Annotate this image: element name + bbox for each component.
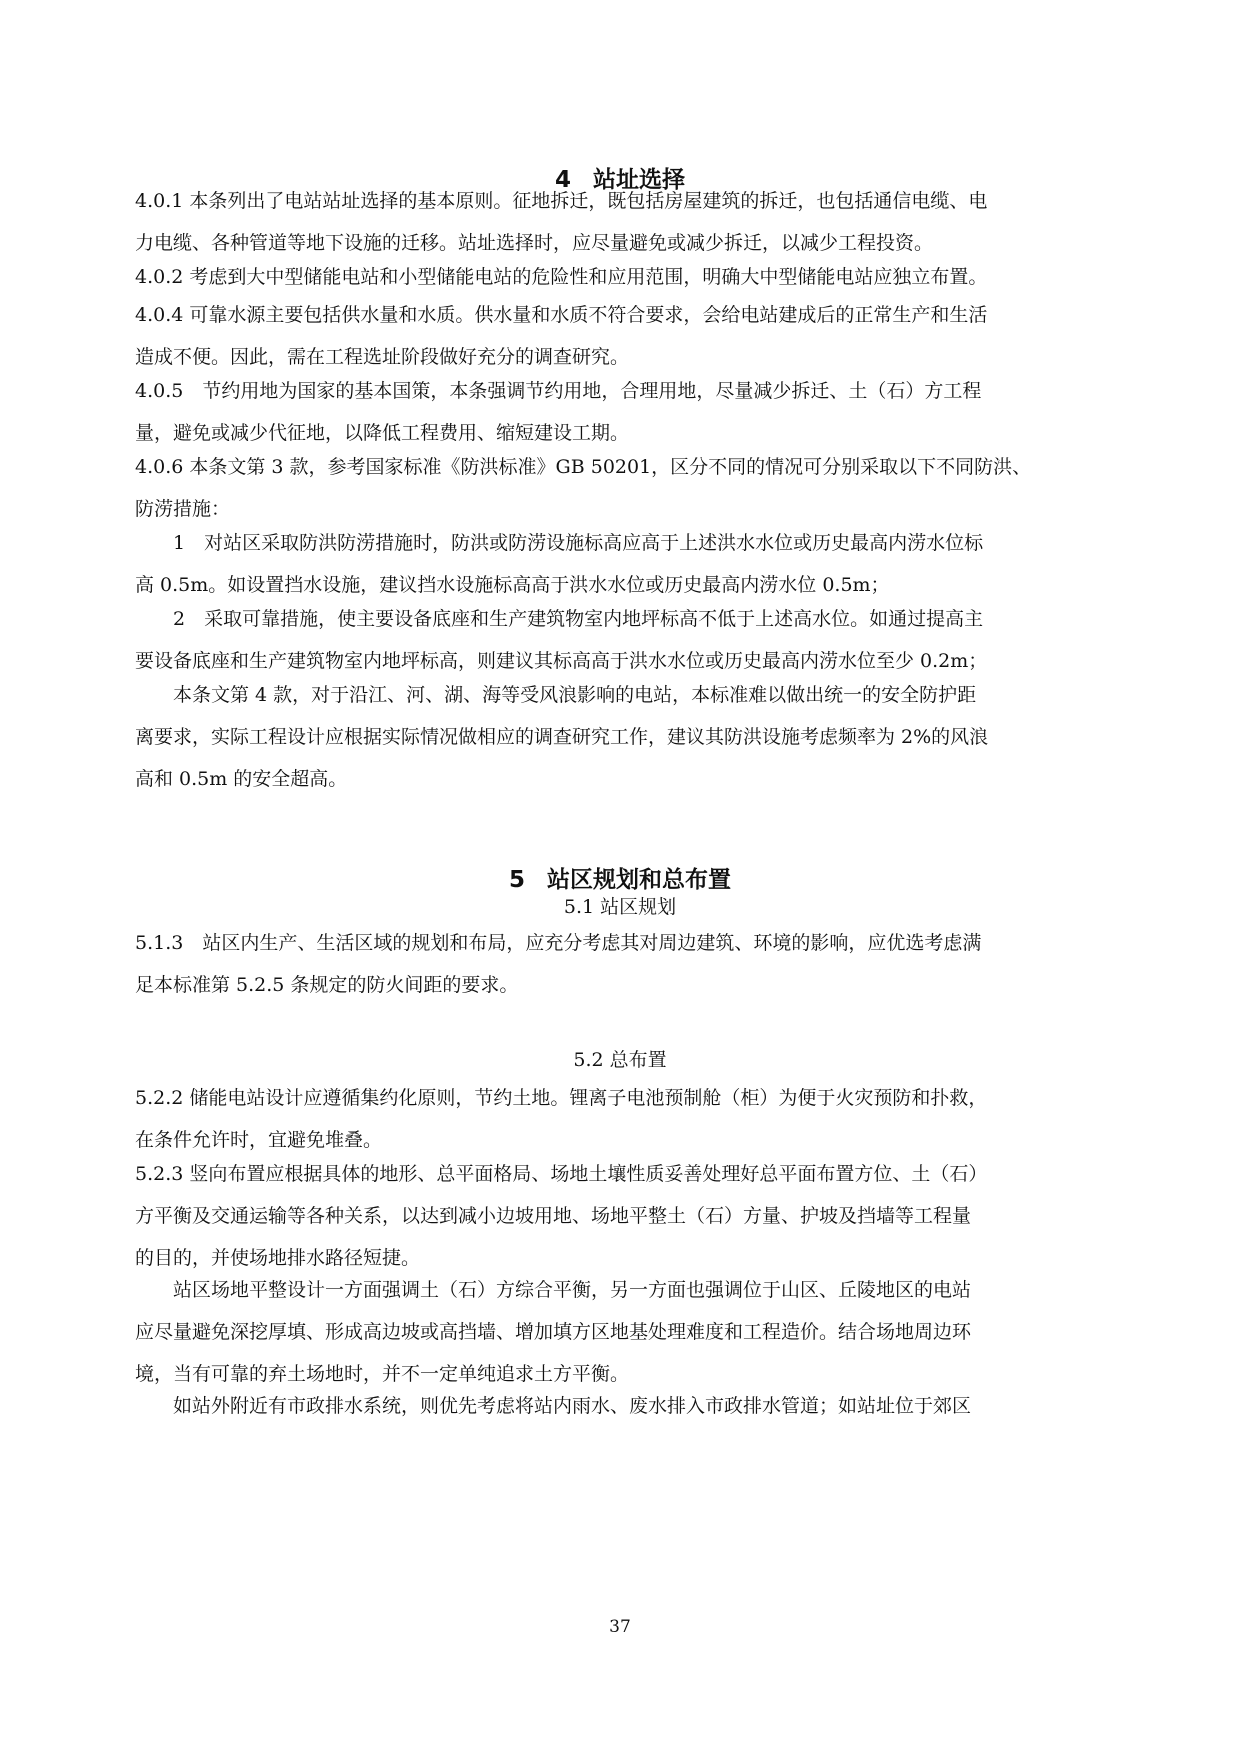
chapter-number: 5	[508, 867, 525, 893]
paragraph-4-0-4	[135, 294, 1103, 378]
text-line: 4.0.6 本条文第 3 款，参考国家标准《防洪标准》GB 50201，区分不同的情况可分别采取以下不同防洪、	[135, 456, 1032, 478]
text-line: 在条件允许时，宜避免堆叠。	[135, 1129, 383, 1151]
text-line: 5.1.3 站区内生产、生活区域的规划和布局，应充分考虑其对周边建筑、环境的影响，应优选考虑满	[135, 932, 982, 954]
text-line: 4.0.1 本条列出了电站站址选择的基本原则。征地拆迁，既包括房屋建筑的拆迁，也包括通信电缆、电	[135, 190, 988, 212]
text-line: 要设备底座和生产建筑物室内地坪标高，则建议其标高高于洪水水位或历史最高内涝水位至少 0.2m；	[135, 650, 988, 672]
text-line: 离要求，实际工程设计应根据实际情况做相应的调查研究工作，建议其防洪设施考虑频率为 2%的风浪	[135, 726, 989, 748]
text-line: 足本标准第 5.2.5 条规定的防火间距的要求。	[135, 974, 519, 996]
text-line: 高和 0.5m 的安全超高。	[135, 768, 348, 790]
text-line: 5.2.3 竖向布置应根据具体的地形、总平面格局、场地土壤性质妥善处理好总平面布置方位、土（石）	[135, 1163, 988, 1185]
chapter-title-text: 站区规划和总布置	[547, 867, 731, 893]
text-line: 的目的，并使场地排水路径短捷。	[135, 1247, 421, 1269]
chapter-number: 4	[554, 167, 571, 193]
text-line: 境，当有可靠的弃土场地时，并不一定单纯追求土方平衡。	[135, 1363, 630, 1385]
text-line: 1 对站区采取防洪防涝措施时，防洪或防涝设施标高应高于上述洪水水位或历史最高内涝水位标	[173, 532, 984, 554]
text-line: 站区场地平整设计一方面强调土（石）方综合平衡，另一方面也强调位于山区、丘陵地区的电站	[173, 1279, 972, 1301]
text-line: 量，避免或减少代征地，以降低工程费用、缩短建设工期。	[135, 422, 630, 444]
paragraph-4-0-2	[135, 256, 1103, 298]
paragraph-5-2-2	[135, 1077, 1103, 1161]
list-item-1	[135, 522, 1103, 606]
text-line: 方平衡及交通运输等各种关系，以达到减小边坡用地、场地平整土（石）方量、护坡及挡墙等工程量	[135, 1205, 972, 1227]
text-line: 2 采取可靠措施，使主要设备底座和生产建筑物室内地坪标高不低于上述高水位。如通过提高主	[173, 608, 984, 630]
text-line: 4.0.5 节约用地为国家的基本国策，本条强调节约用地，合理用地，尽量减少拆迁、土（石）方工程	[135, 380, 982, 402]
text-line: 5.2.2 储能电站设计应遵循集约化原则，节约土地。锂离子电池预制舱（柜）为便于火灾预防和扑救，	[135, 1087, 988, 1109]
text-line: 造成不便。因此，需在工程选址阶段做好充分的调查研究。	[135, 346, 630, 368]
paragraph-5-1-3	[135, 922, 1103, 1006]
chapter-title-text: 站址选择	[593, 167, 685, 193]
text-line: 防涝措施：	[135, 498, 231, 520]
paragraph-clause-4	[135, 674, 1103, 800]
text-line: 高 0.5m。如设置挡水设施，建议挡水设施标高高于洪水水位或历史最高内涝水位 0.5m；	[135, 574, 890, 596]
text-line: 力电缆、各种管道等地下设施的迁移。站址选择时，应尽量避免或减少拆迁，以减少工程投资。	[135, 232, 934, 254]
paragraph-5-2-3-b	[135, 1269, 1103, 1395]
text-line: 如站外附近有市政排水系统，则优先考虑将站内雨水、废水排入市政排水管道；如站址位于郊区	[173, 1395, 972, 1417]
list-item-2	[135, 598, 1103, 682]
text-line: 4.0.2 考虑到大中型储能电站和小型储能电站的危险性和应用范围，明确大中型储能电站应独立布置。	[135, 266, 988, 288]
paragraph-5-2-3-c	[135, 1385, 1103, 1427]
text-line: 应尽量避免深挖厚填、形成高边坡或高挡墙、增加填方区地基处理难度和工程造价。结合场地周边环	[135, 1321, 972, 1343]
text-line: 本条文第 4 款，对于沿江、河、湖、海等受风浪影响的电站，本标准难以做出统一的安全防护距	[173, 684, 977, 706]
text-line: 4.0.4 可靠水源主要包括供水量和水质。供水量和水质不符合要求，会给电站建成后的正常生产和生活	[135, 304, 988, 326]
chapter-5-heading	[0, 865, 1240, 895]
paragraph-5-2-3	[135, 1153, 1103, 1279]
paragraph-4-0-1	[135, 180, 1103, 264]
section-5-2-heading: 5.2 总布置	[573, 1049, 667, 1071]
section-5-1-heading: 5.1 站区规划	[563, 896, 677, 918]
paragraph-4-0-6	[135, 446, 1103, 530]
paragraph-4-0-5	[135, 370, 1103, 454]
page-number: 37	[609, 1617, 631, 1637]
